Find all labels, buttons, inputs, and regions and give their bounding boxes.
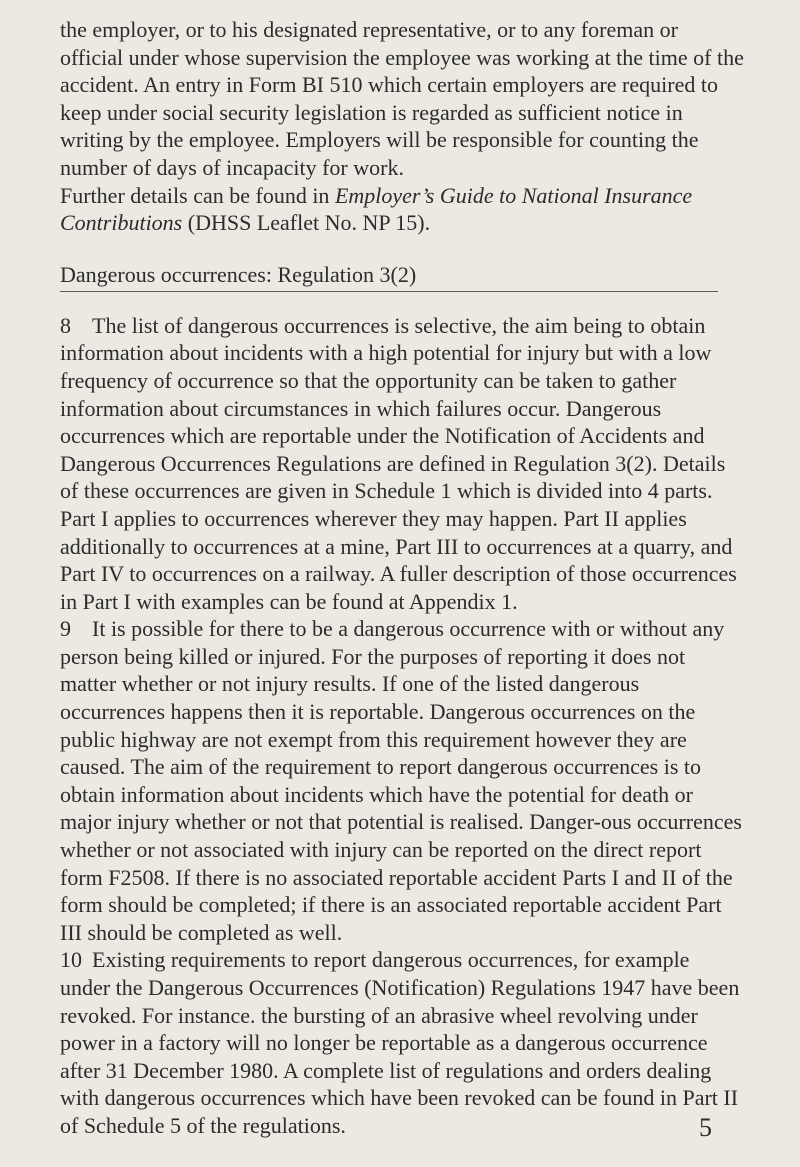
paragraph-8	[60, 312, 744, 616]
page-number: 5	[699, 1113, 712, 1142]
paragraph-text: The list of dangerous occurrences is selective, the aim being to obtain information about incidents with a high potential for injury but with a low frequency of occurrence so that the opportunity can be taken to gather information about circumstances in which failures occur. Dangerous occurrences which are reportable under the Notification of Accidents and Dangerous Occurrences Regulations are defined in Regulation 3(2). Details of these occurrences are given in Schedule 1 which is divided into 4 parts. Part I applies to occurrences wherever they may happen. Part II applies additionally to occurrences at a mine, Part III to occurrences at a quarry, and Part IV to occurrences on a railway. A fuller description of those occurrences in Part I with examples can be found at Appendix 1.	[60, 312, 737, 614]
further-details-paragraph	[60, 182, 744, 237]
paragraph-number: 8	[60, 312, 71, 338]
paragraph-text: Existing requirements to report dangerous occurrences, for example under the Dangerous Occurrences (Notification) Regulations 1947 have been revoked. For instance. the bursting of an abrasive wheel revolving under power in a factory will no longer be reportable as a dangerous occurrence after 31 December 1980. A complete list of regulations and orders dealing with dangerous occurrences which have been revoked can be found in Part II of Schedule 5 of the regulations.	[60, 947, 740, 1138]
intro-text: the employer, or to his designated representative, or to any foreman or official under whose supervision the employee was working at the time of the accident. An entry in Form BI 510 which certain employers are required to keep under social security legislation is regarded as sufficient notice in writing by the employee. Employers will be responsible for counting the number of days of incapacity for work.	[60, 17, 744, 180]
paragraph-9	[60, 615, 744, 946]
guide-title: Employer’s Guide to National Insurance Contributions	[60, 182, 693, 236]
paragraph-number: 9	[60, 616, 71, 642]
section-heading: Dangerous occurrences: Regulation 3(2)	[60, 261, 718, 292]
intro-paragraph	[60, 16, 744, 182]
further-prefix: Further details can be found in	[60, 182, 335, 208]
paragraph-text: It is possible for there to be a dangerous occurrence with or without any person being killed or injured. For the purposes of reporting it does not matter whether or not injury results. If one of the listed dangerous occurrences happens then it is reportable. Dangerous occurrences on the public highway are not exempt from this requirement however they are caused. The aim of the requirement to report dangerous occurrences is to obtain information about incidents which have the potential for death or major injury whether or not that potential is realised. Danger-ous occurrences whether or not associated with injury can be reported on the direct report form F2508. If there is no associated reportable accident Parts I and II of the form should be completed; if there is an associated reportable accident Part III should be completed as well.	[60, 616, 742, 945]
paragraph-10	[60, 946, 744, 1142]
further-suffix: (DHSS Leaflet No. NP 15).	[182, 210, 431, 236]
paragraph-number: 10	[60, 947, 82, 973]
